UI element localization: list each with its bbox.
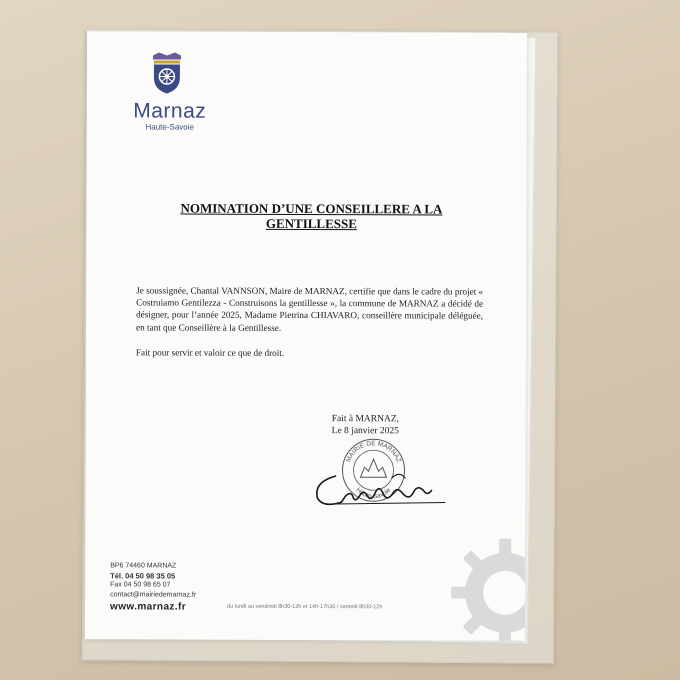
website: www.marnaz.fr <box>110 601 187 613</box>
coat-of-arms-icon <box>149 51 185 95</box>
brand-region: Haute-Savoie <box>145 122 194 132</box>
address: BP6 74460 MARNAZ <box>110 562 177 570</box>
document-title: NOMINATION D’UNE CONSEILLERE A LA GENTILLESSE <box>180 200 443 232</box>
date-line: Le 8 janvier 2025 <box>331 426 399 437</box>
opening-hours: du lundi au vendredi 8h30-12h et 14h-17h30 / samedi 8h30-12h <box>227 603 383 611</box>
phone-number: Tél. 04 50 98 35 05 <box>110 570 176 581</box>
brand-name: Marnaz <box>133 99 207 123</box>
body-paragraph-2: Fait pour servir et valoir ce que de droit. <box>135 347 285 358</box>
document-body <box>136 284 483 372</box>
contact-block <box>110 561 230 612</box>
letter-page <box>85 31 527 641</box>
email-address: contact@mairiedemarnaz.fr <box>110 590 197 599</box>
place-line: Fait à MARNAZ, <box>331 414 400 425</box>
place-and-date <box>332 413 399 437</box>
mayor-signature <box>305 462 455 511</box>
gear-watermark-icon <box>445 532 527 640</box>
fax-number: Fax 04 50 98 65 07 <box>110 581 171 589</box>
body-paragraph-1: Je soussignée, Chantal VANNSON, Maire de MARNAZ, certifie que dans le cadre du projet « Costruiamo Gentilezza - Construisons la gentillesse », la commune de MARNAZ a décidé de désigner, pour l’année 2025, Madame Pietrina CHIAVARO, conseillère municipale déléguée, en tant que Conseillère à la Gentillesse. <box>136 285 484 333</box>
brand-block <box>125 100 215 131</box>
stamp-bottom-text: Haute-Savoie <box>354 486 393 501</box>
stamp-top-text: MAIRIE DE MARNAZ <box>345 440 403 464</box>
